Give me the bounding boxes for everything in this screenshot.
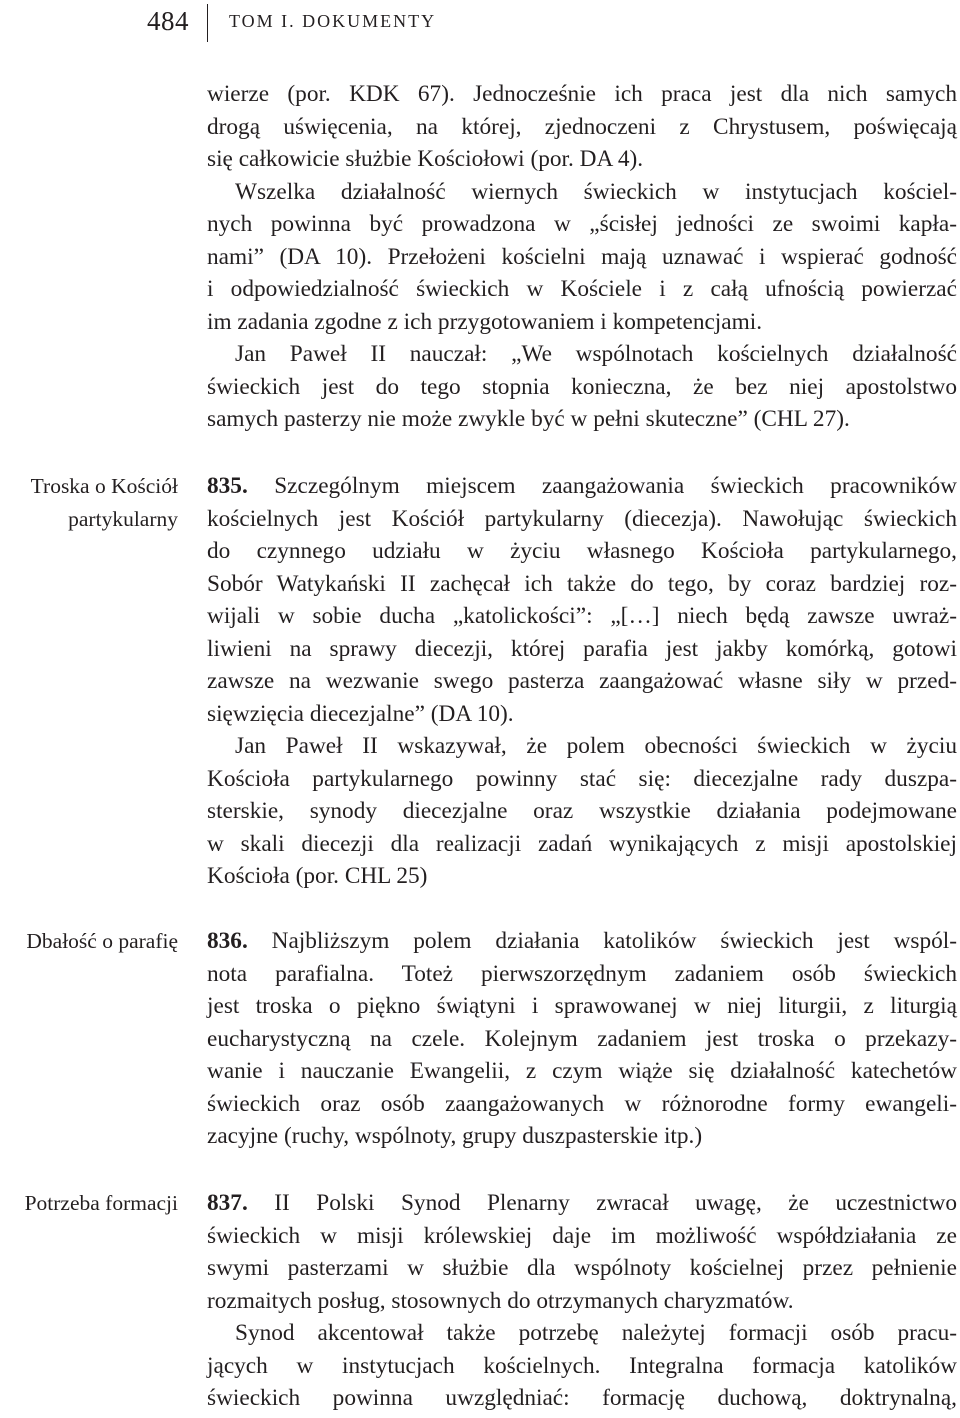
text-line: kościelnych jest Kościół partykularny (diecezja). Nawołując świeckich (207, 505, 957, 532)
text-line: nych powinna być prowadzona w „ścisłej jedności ze swoimi kapła- (207, 211, 957, 237)
header-divider (207, 4, 208, 42)
text-line: drogą uświęcenia, na której, zjednoczeni z Chrystusem, poświęcają (207, 113, 957, 140)
text-line: Jan Paweł II nauczał: „We wspólnotach kościelnych działalność (235, 341, 957, 367)
text-line: liwieni na sprawy diecezji, której parafia jest jakby komórką, gotowi (207, 635, 957, 662)
text-line: świeckich jest do tego stopnia konieczna, że bez niej apostolstwo (207, 373, 957, 400)
paragraph-first-line: Najbliższym polem działania katolików świeckich jest wspól- (247, 928, 957, 954)
paragraph-835 (207, 470, 957, 893)
text-line: nami” (DA 10). Przełożeni kościelni mają uznawać i wspierać godność (207, 243, 957, 270)
margin-note-837 (25, 1187, 178, 1220)
running-head: TOM I. DOKUMENTY (229, 11, 437, 31)
text-line: się całkowicie służbie Kościołowi (por. DA 4). (207, 146, 644, 172)
text-line: świeckich oraz osób zaangażowanych w różnorodne formy ewangeli- (207, 1090, 957, 1117)
margin-note-line: Troska o Kościół (30, 474, 178, 498)
text-line: zacyjne (ruchy, wspólnoty, grupy duszpasterskie itp.) (207, 1123, 703, 1149)
text-line: Jan Paweł II wskazywał, że polem obecności świeckich w życiu (235, 733, 957, 759)
text-line: eucharystyczną na czele. Kolejnym zadaniem jest troska o przekazy- (207, 1025, 957, 1052)
text-line: Kościoła partykularnego powinny stać się: diecezjalne rady duszpa- (207, 765, 957, 792)
margin-note-835 (31, 470, 178, 535)
text-line: Kościoła (por. CHL 25) (207, 863, 428, 889)
text-line: samych pasterzy nie może zwykle być w pełni skuteczne” (CHL 27). (207, 406, 850, 432)
paragraph-number: 836. (207, 928, 248, 954)
page-number: 484 (147, 6, 189, 36)
text-line: swymi pasterzami w służbie dla wspólnoty kościelnej przez pełnienie (207, 1255, 957, 1281)
text-line: w skali diecezji dla realizacji zadań wynikających z misji apostolskiej (207, 830, 957, 857)
text-line: wierze (por. KDK 67). Jednocześnie ich praca jest dla nich samych (207, 81, 957, 107)
text-line: Wszelka działalność wiernych świeckich w instytucjach kościel- (235, 178, 957, 205)
paragraph-836 (207, 925, 957, 1153)
text-line: jest troska o piękno świątyni i sprawowanej w niej liturgii, z liturgią (207, 993, 957, 1019)
text-line: nota parafialna. Toteż pierwszorzędnym zadaniem osób świeckich (207, 960, 957, 987)
text-line (207, 925, 957, 958)
margin-note-line: Dbałość o parafię (26, 929, 178, 953)
text-line: Sobór Watykański II zachęcał ich także do tego, by coraz bardziej roz- (207, 570, 957, 597)
text-line: świeckich powinna uwzględniać: formację duchową, doktrynalną, (207, 1385, 957, 1411)
paragraph-intro (207, 78, 957, 436)
text-line (207, 1187, 957, 1220)
text-line: im zadania zgodne z ich przygotowaniem i kompetencjami. (207, 308, 763, 335)
paragraph-number: 835. (207, 473, 248, 499)
text-line: wanie i nauczanie Ewangelii, z czym wiąże się działalność katechetów (207, 1058, 957, 1084)
paragraph-837 (207, 1187, 957, 1415)
text-line: do czynnego udziału w życiu własnego Kościoła partykularnego, (207, 538, 957, 564)
text-line: świeckich w misji królewskiej daje im możliwość współdziałania ze (207, 1222, 957, 1249)
paragraph-number: 837. (207, 1190, 248, 1216)
margin-note-line: Potrzeba formacji (24, 1191, 178, 1215)
page-header (0, 0, 960, 50)
text-line: jących w instytucjach kościelnych. Integralna formacja katolików (207, 1352, 957, 1379)
text-line: sterskie, synody diecezjalne oraz wszystkie działania podejmowane (207, 798, 957, 824)
text-line: wijali w sobie ducha „katolickości”: „[…] niech będą zawsze uwraż- (207, 603, 957, 629)
text-line: Synod akcentował także potrzebę należytej formacji osób pracu- (235, 1320, 957, 1346)
margin-note-836 (26, 925, 178, 958)
margin-note-line: partykularny (68, 506, 178, 531)
text-line: sięwzięcia diecezjalne” (DA 10). (207, 700, 514, 727)
text-line: rozmaitych posług, stosownych do otrzymanych charyzmatów. (207, 1287, 794, 1314)
text-line: zawsze na wezwanie swego pasterza zaangażować własne siły w przed- (207, 668, 957, 694)
paragraph-first-line: II Polski Synod Plenarny zwracał uwagę, że uczestnictwo (247, 1190, 957, 1216)
text-line: i odpowiedzialność świeckich w Kościele i z całą ufnością powierzać (207, 276, 957, 302)
text-line (207, 470, 957, 503)
paragraph-first-line: Szczególnym miejscem zaangażowania świeckich pracowników (247, 473, 957, 499)
